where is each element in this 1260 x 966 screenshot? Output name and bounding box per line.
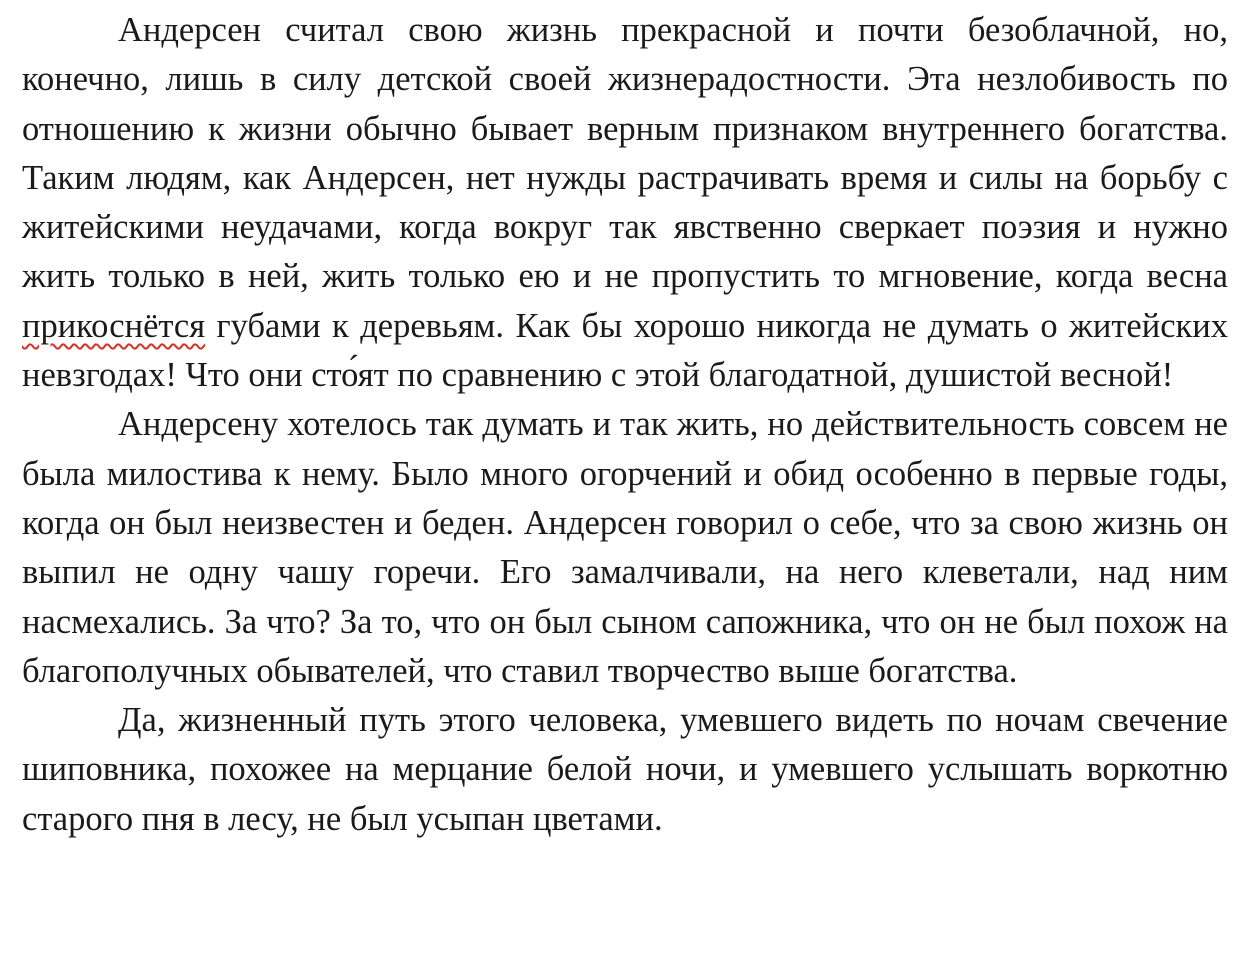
paragraph-3: Да, жизненный путь этого человека, умевшего видеть по ночам свечение шиповника, похожее на мерцание белой ночи, и умевшего услышать воркотню старого пня в лесу, не был усыпан цветами. [22, 701, 1228, 838]
paragraph-1 [22, 6, 1228, 400]
document-body[interactable] [22, 6, 1228, 844]
spellcheck-flagged-word[interactable]: прикоснётся [22, 306, 206, 345]
paragraph-1-text-before: Андерсен считал свою жизнь прекрасной и почти безоблачной, но, конечно, лишь в силу детской своей жизнерадостности. Эта незлобивость по отношению к жизни обычно бывает верным признаком внутреннего богатства. Таким людям, как Андерсен, нет нужды растрачивать время и силы на борьбу с житейскими неудачами, когда вокруг так явственно сверкает поэзия и нужно жить только в ней, жить только ею и не пропустить то мгновение, когда весна [22, 11, 1228, 296]
paragraph-1-text-after: губами к деревьям. Как бы хорошо никогда не думать о житейских невзгодах! Что они сто́ят по сравнению с этой благодатной, душистой весной! [22, 306, 1228, 395]
paragraph-2: Андерсену хотелось так думать и так жить, но действительность совсем не была милостива к нему. Было много огорчений и обид особенно в первые годы, когда он был неизвестен и беден. Андерсен говорил о себе, что за свою жизнь он выпил не одну чашу горечи. Его замалчивали, на него клеветали, над ним насмехались. За что? За то, что он был сыном сапожника, что он не был похож на благополучных обывателей, что ставил творчество выше богатства. [22, 405, 1228, 690]
